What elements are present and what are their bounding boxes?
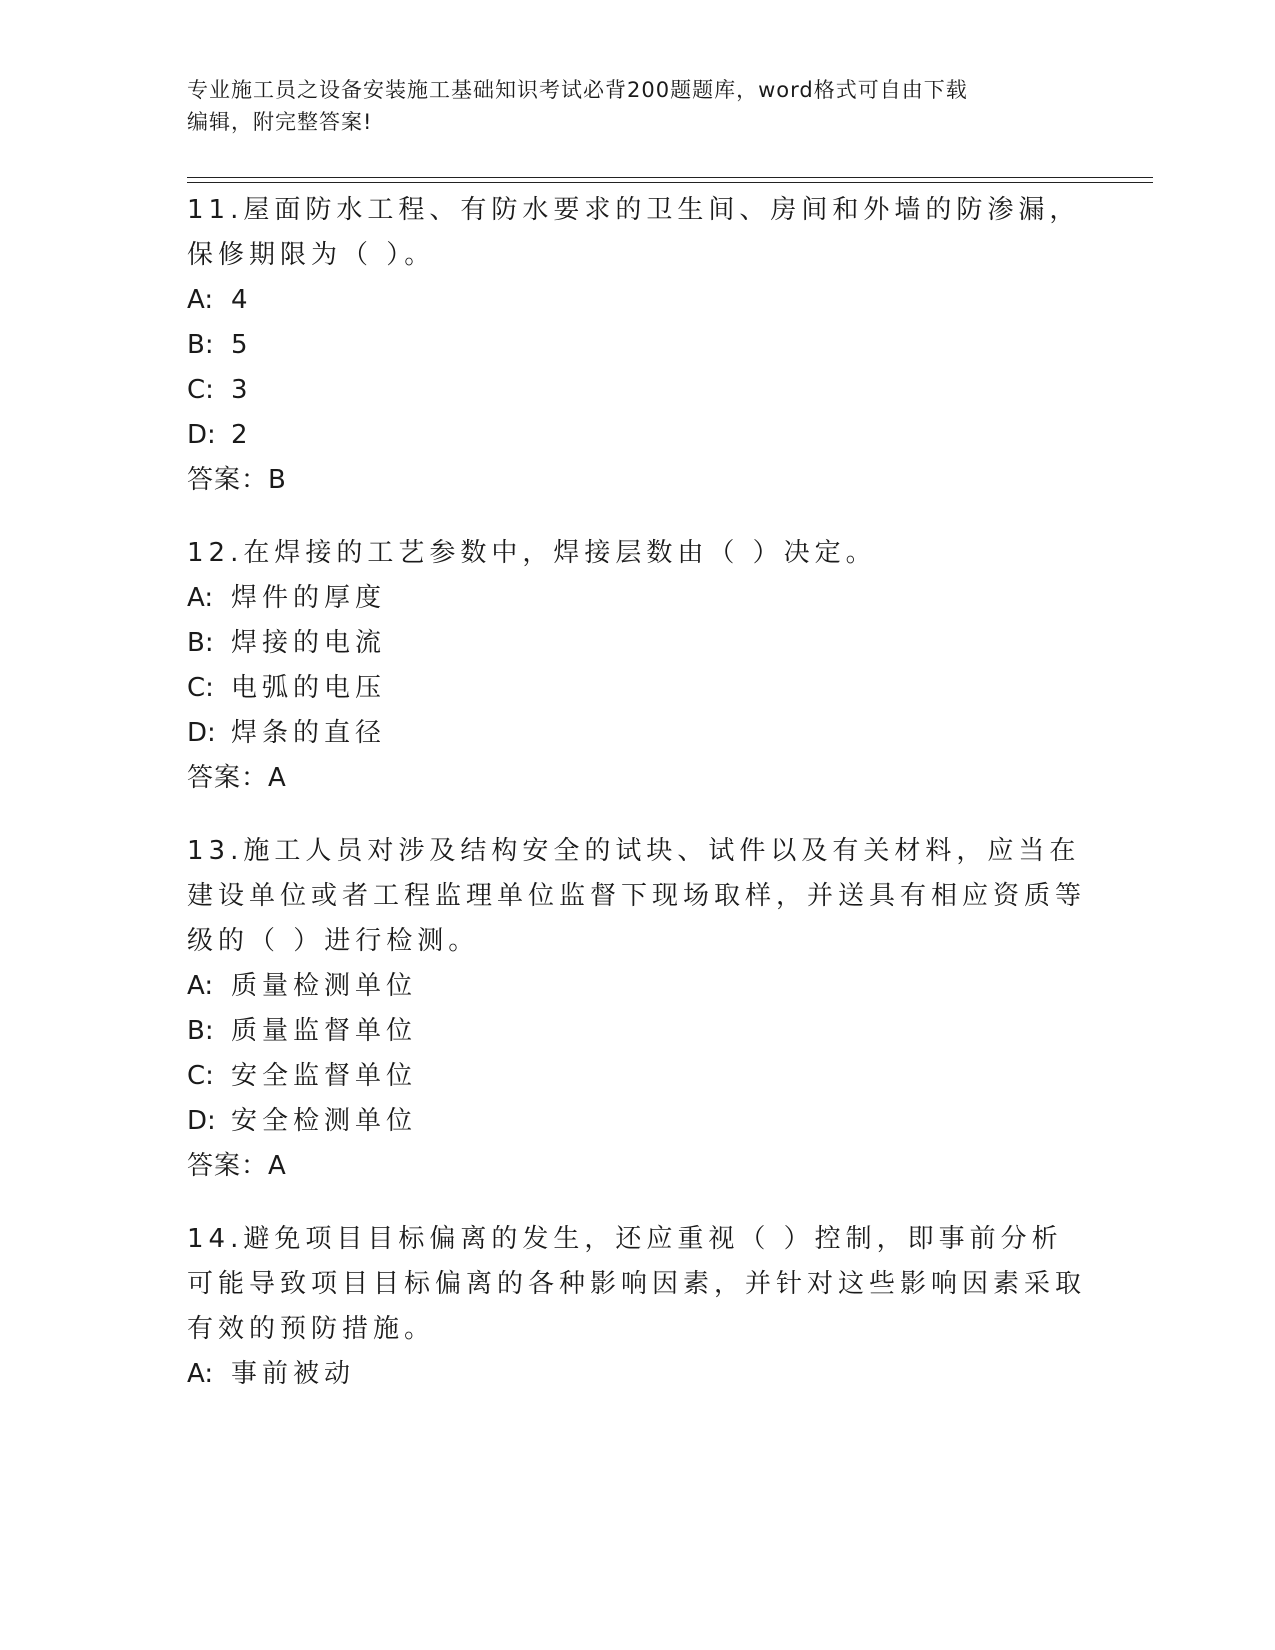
option-text: 3	[231, 375, 253, 405]
option-c	[187, 666, 1087, 711]
option-c	[187, 368, 1087, 413]
answer-line: 答案：A	[187, 1151, 287, 1181]
question-item	[187, 188, 1087, 503]
option-text: 事前被动	[231, 1359, 356, 1389]
option-letter: A:	[187, 583, 214, 613]
header-divider-top	[187, 177, 1153, 178]
option-letter: D:	[187, 718, 216, 748]
header-line-2: 编辑，附完整答案!	[187, 110, 373, 134]
header-divider-bottom	[187, 182, 1153, 183]
option-letter: C:	[187, 375, 214, 405]
question-text: 13.施工人员对涉及结构安全的试块、试件以及有关材料，应当在建设单位或者工程监理单位监督下现场取样，并送具有相应资质等级的（ ）进行检测。	[187, 836, 1087, 956]
option-text: 质量监督单位	[231, 1016, 418, 1046]
option-b	[187, 323, 1087, 368]
option-text: 安全监督单位	[231, 1061, 418, 1091]
option-letter: C:	[187, 673, 214, 703]
question-item	[187, 531, 1087, 801]
option-text: 2	[231, 420, 253, 450]
option-a	[187, 1352, 1087, 1397]
question-text: 14.避免项目目标偏离的发生，还应重视（ ）控制，即事前分析可能导致项目目标偏离的各种影响因素，并针对这些影响因素采取有效的预防措施。	[187, 1224, 1087, 1344]
option-text: 4	[231, 285, 253, 315]
option-a	[187, 278, 1087, 323]
document-header	[187, 74, 1067, 138]
question-item	[187, 829, 1087, 1189]
option-text: 焊条的直径	[231, 718, 387, 748]
option-a	[187, 964, 1087, 1009]
option-b	[187, 621, 1087, 666]
option-d	[187, 413, 1087, 458]
option-text: 安全检测单位	[231, 1106, 418, 1136]
option-letter: A:	[187, 971, 214, 1001]
header-line-1: 专业施工员之设备安装施工基础知识考试必背200题题库，word格式可自由下载	[187, 78, 968, 102]
option-d	[187, 711, 1087, 756]
option-letter: D:	[187, 420, 216, 450]
answer-line: 答案：B	[187, 465, 287, 495]
option-text: 质量检测单位	[231, 971, 418, 1001]
option-b	[187, 1009, 1087, 1054]
option-c	[187, 1054, 1087, 1099]
question-text: 12.在焊接的工艺参数中，焊接层数由（ ）决定。	[187, 538, 877, 568]
option-letter: A:	[187, 1359, 214, 1389]
option-letter: D:	[187, 1106, 216, 1136]
question-list	[187, 188, 1087, 1425]
answer-line: 答案：A	[187, 763, 287, 793]
question-text: 11.屋面防水工程、有防水要求的卫生间、房间和外墙的防渗漏，保修期限为（ ）。	[187, 195, 1081, 270]
option-text: 电弧的电压	[231, 673, 387, 703]
option-letter: C:	[187, 1061, 214, 1091]
option-a	[187, 576, 1087, 621]
option-text: 焊接的电流	[231, 628, 387, 658]
option-text: 5	[231, 330, 253, 360]
option-d	[187, 1099, 1087, 1144]
question-item	[187, 1217, 1087, 1397]
option-letter: A:	[187, 285, 214, 315]
option-letter: B:	[187, 330, 214, 360]
option-letter: B:	[187, 628, 214, 658]
option-text: 焊件的厚度	[231, 583, 387, 613]
option-letter: B:	[187, 1016, 214, 1046]
